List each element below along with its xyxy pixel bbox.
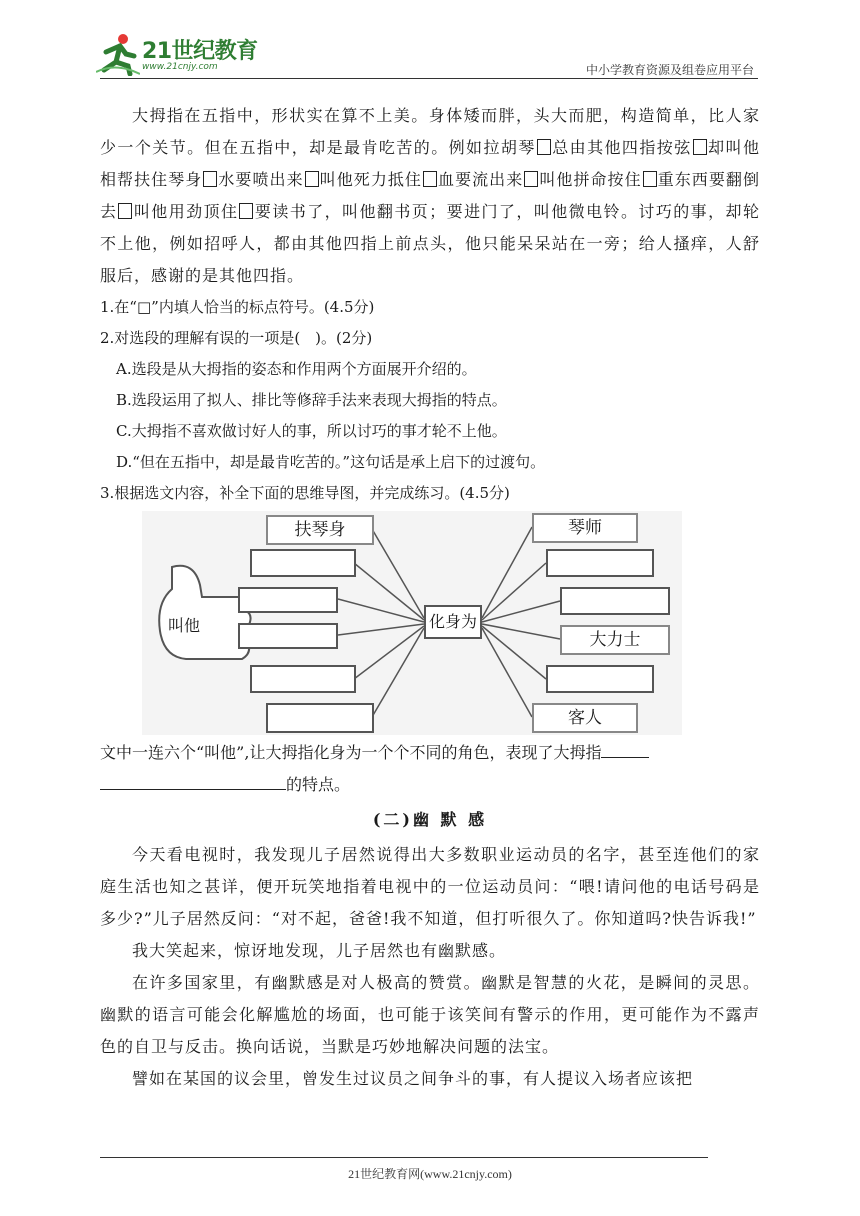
mind-map <box>142 511 682 735</box>
logo-url: www.21cnjy.com <box>142 62 218 72</box>
mind-map-lines <box>142 511 682 735</box>
question-1: 1.在“□”内填人恰当的标点符号。(4.5分) <box>100 298 375 316</box>
footer-text: 21世纪教育网(www.21cnjy.com) <box>348 1167 512 1181</box>
paragraph: 我大笑起来，惊讶地发现，儿子居然也有幽默感。 <box>132 941 507 960</box>
footer-divider <box>100 1157 708 1158</box>
platform-name: 中小学教育资源及组卷应用平台 <box>585 63 754 77</box>
punct-box[interactable] <box>423 171 437 187</box>
logo-brand: 21世纪教育 <box>142 39 258 64</box>
punct-box[interactable] <box>239 203 253 219</box>
question-3-followup-end: 的特点。 <box>100 769 760 801</box>
punct-box[interactable] <box>305 171 319 187</box>
mindmap-center: 化身为 <box>424 605 482 639</box>
runner-logo-icon <box>96 32 140 76</box>
option-a[interactable]: A.选段是从大拇指的姿态和作用两个方面展开介绍的。 <box>116 360 477 378</box>
mindmap-right-blank[interactable] <box>560 587 670 615</box>
mindmap-right-filled: 客人 <box>532 703 638 733</box>
mindmap-left-blank[interactable] <box>266 703 374 733</box>
punct-box[interactable] <box>524 171 538 187</box>
punct-box[interactable] <box>537 139 551 155</box>
mindmap-left-filled: 扶琴身 <box>266 515 374 545</box>
paragraph: 譬如在某国的议会里，曾发生过议员之间争斗的事，有人提议入场者应该把 <box>132 1069 694 1088</box>
mindmap-right-blank[interactable] <box>546 665 654 693</box>
header-divider <box>100 78 758 79</box>
mindmap-left-blank[interactable] <box>238 587 338 613</box>
punct-box[interactable] <box>203 171 217 187</box>
answer-blank[interactable] <box>601 757 649 758</box>
passage-thumb: 大拇指在五指中，形状实在算不上美。身体矮而胖，头大而肥，构造简单，比人家少一个关节。但在五指中，却是最肯吃苦的。例如拉胡琴 总由其他四指按弦 却叫他相帮扶住琴身 水要喷出来 叫他死力抵住 血要流出来 叫他拼命按住 重东西要翻倒去 叫他用劲顶住 要读书了，叫他翻书页；要进门了，叫他微电铃。讨巧的事，却轮不上他，例如招呼人，都由其他四指上前点头，他只能呆呆站在一旁；给人搔痒，人舒服后，感谢的是其他四指。 <box>100 106 760 285</box>
hand-label: 叫他 <box>168 616 201 635</box>
question-2: 2.对选段的理解有误的一项是( )。(2分) <box>100 329 373 347</box>
option-c[interactable]: C.大拇指不喜欢做讨好人的事，所以讨巧的事才轮不上他。 <box>116 422 507 440</box>
punct-box[interactable] <box>693 139 707 155</box>
paragraph: 在许多国家里，有幽默感是对人极高的赞赏。幽默是智慧的火花，是瞬间的灵思。幽默的语言可能会化解尴尬的场面，也可能于该笑间有警示的作用，更可能作为不露声色的自卫与反击。换向话说，当默是巧妙地解决问题的法宝。 <box>100 973 760 1056</box>
option-b[interactable]: B.选段运用了拟人、排比等修辞手法来表现大拇指的特点。 <box>116 391 507 409</box>
paragraph: 今天看电视时，我发现儿子居然说得出大多数职业运动员的名字，甚至连他们的家庭生活也知之甚详，便开玩笑地指着电视中的一位运动员问：“喂!请问他的电话号码是多少?”儿子居然反问：“对不起，爸爸!我不知道，但打听很久了。你知道吗?快告诉我!” <box>100 845 760 928</box>
answer-blank[interactable] <box>100 789 286 790</box>
mindmap-right-blank[interactable] <box>546 549 654 577</box>
punct-box[interactable] <box>118 203 132 219</box>
mindmap-left-blank[interactable] <box>250 665 356 693</box>
mindmap-left-blank[interactable] <box>250 549 356 577</box>
section-title: (二)幽 默 感 <box>372 810 488 829</box>
document-body <box>100 100 760 1095</box>
question-3-followup: 文中一连六个“叫他”,让大拇指化身为一个个不同的角色，表现了大拇指 <box>100 737 760 769</box>
page-header <box>0 0 860 80</box>
mindmap-right-filled: 大力士 <box>560 625 670 655</box>
punct-box[interactable] <box>643 171 657 187</box>
question-3: 3.根据选文内容，补全下面的思维导图，并完成练习。(4.5分) <box>100 484 510 502</box>
logo <box>96 32 261 78</box>
mindmap-right-filled: 琴师 <box>532 513 638 543</box>
mindmap-left-blank[interactable] <box>238 623 338 649</box>
option-d[interactable]: D.“但在五指中，却是最肯吃苦的。”这句话是承上启下的过渡句。 <box>116 453 546 471</box>
